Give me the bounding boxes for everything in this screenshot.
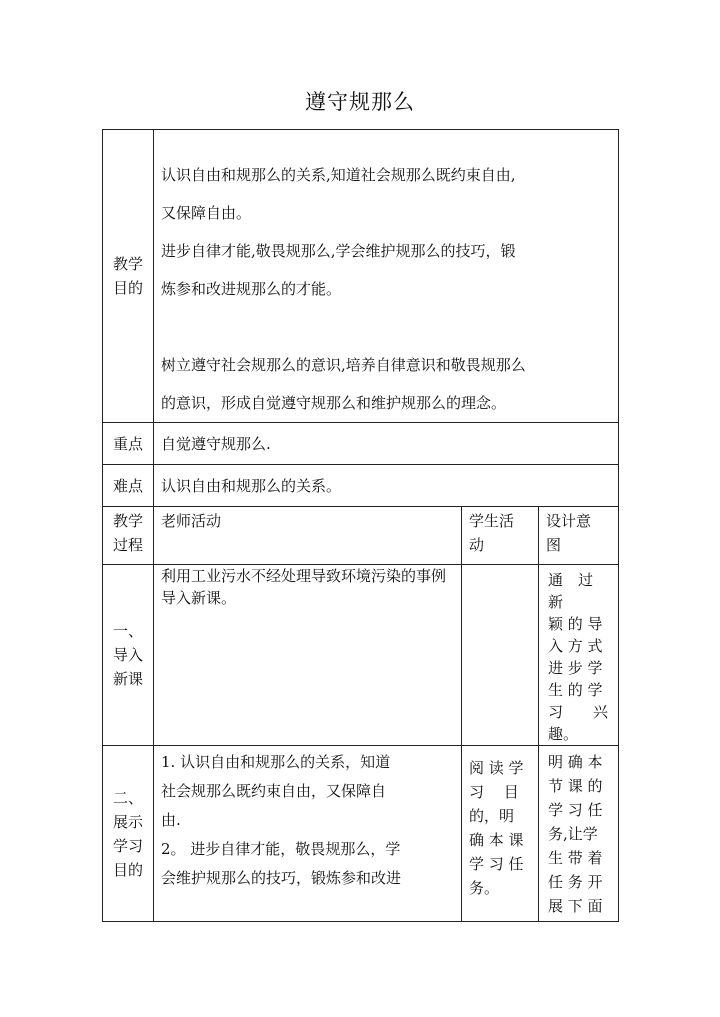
document-title: 遵守规那么: [305, 90, 415, 114]
difficulty-content-cell: [154, 465, 619, 507]
design-line: 颖 的 导: [548, 615, 603, 633]
lesson-plan-table: [102, 129, 619, 922]
goals-label-cell: [103, 130, 154, 423]
stage2-teacher-line: 会维护规那么的技巧，锻炼参和改进: [161, 869, 402, 887]
design-line: 进 步 学: [548, 659, 603, 677]
key-point-label: 重点: [112, 434, 143, 453]
stage2-design-line: 学 习 任: [548, 801, 603, 819]
process-label-cell: [103, 507, 154, 565]
goal-line: 又保障自由。: [161, 204, 252, 222]
design-line: 习 兴: [548, 703, 609, 721]
design-line: 入 方 式: [548, 637, 603, 655]
key-point-row: [103, 423, 619, 465]
stage2-design-line: 节 课 的: [548, 777, 603, 795]
stage1-teacher-cell: [154, 565, 462, 746]
stage2-student-cell: [462, 746, 539, 922]
key-point-content-cell: [154, 423, 619, 465]
stage2-row: [103, 746, 619, 922]
stage2-design-line: 生 带 着: [548, 849, 603, 867]
difficulty-label-cell: [103, 465, 154, 507]
stage2-teacher-line: 1. 认识自由和规那么的关系，知道: [161, 753, 391, 771]
stage2-design-line: 任 务 开: [548, 873, 603, 891]
difficulty-text: 认识自由和规那么的关系。: [161, 476, 342, 495]
stage1-student-cell: [462, 565, 539, 746]
stage2-student-line: 确 本 课: [469, 831, 524, 849]
design-line: 通 过 新: [548, 571, 609, 611]
process-header-row: [103, 507, 619, 565]
goals-content-cell: [154, 130, 619, 423]
stage1-teacher-text: 利用工业污水不经处理导致环境污染的事例导入新课。: [161, 567, 447, 607]
difficulty-row: [103, 465, 619, 507]
student-header-cell: [462, 507, 539, 565]
design-intent-header: 设计意图: [546, 512, 592, 554]
teacher-header-cell: [154, 507, 462, 565]
stage1-row: [103, 565, 619, 746]
goal-line: 的意识，形成自觉遵守规那么和维护规那么的理念。: [161, 394, 507, 412]
stage1-design-cell: [539, 565, 619, 746]
stage2-student-line: 的，明: [469, 807, 515, 825]
design-header-cell: [539, 507, 619, 565]
stage2-design-line: 展 下 面: [548, 897, 603, 915]
design-line: 趣。: [548, 725, 579, 743]
stage2-design-line: 务,让学: [548, 825, 598, 843]
difficulty-label: 难点: [112, 476, 143, 495]
key-point-text: 自觉遵守规那么.: [161, 434, 271, 453]
stage2-label-cell: [103, 746, 154, 922]
stage2-student-line: 阅 读 学: [469, 759, 524, 777]
goal-line: 认识自由和规那么的关系,知道社会规那么既约束自由,: [161, 166, 516, 184]
stage2-student-line: 习 目: [469, 783, 519, 801]
student-activity-header: 学生活动: [469, 512, 515, 554]
stage2-teacher-line: 2。 进步自律才能，敬畏规那么，学: [161, 840, 401, 858]
goals-label: 教学目的: [113, 255, 144, 297]
stage2-teacher-line: 由.: [161, 811, 181, 829]
teacher-activity-header: 老师活动: [161, 512, 222, 530]
stage2-teacher-cell: [154, 746, 462, 922]
process-label: 教学过程: [112, 512, 143, 554]
design-line: 生 的 学: [548, 681, 603, 699]
stage2-design-line: 明 确 本: [548, 753, 603, 771]
stage2-label: 二、展示学习目的: [112, 788, 143, 879]
key-point-label-cell: [103, 423, 154, 465]
stage2-student-line: 学 习 任: [469, 855, 524, 873]
goal-line: 进步自律才能,敬畏规那么,学会维护规那么的技巧，锻: [161, 242, 516, 260]
stage2-design-cell: [539, 746, 619, 922]
stage2-teacher-line: 社会规那么既约束自由，又保障自: [161, 782, 387, 800]
goal-line: 树立遵守社会规那么的意识,培养自律意识和敬畏规那么: [161, 356, 526, 374]
goals-row: [103, 130, 619, 423]
stage1-label-cell: [103, 565, 154, 746]
stage2-student-line: 务。: [469, 879, 500, 897]
stage1-label: 一、导入新课: [112, 622, 143, 688]
goal-line: 炼参和改进规那么的才能。: [161, 280, 342, 298]
